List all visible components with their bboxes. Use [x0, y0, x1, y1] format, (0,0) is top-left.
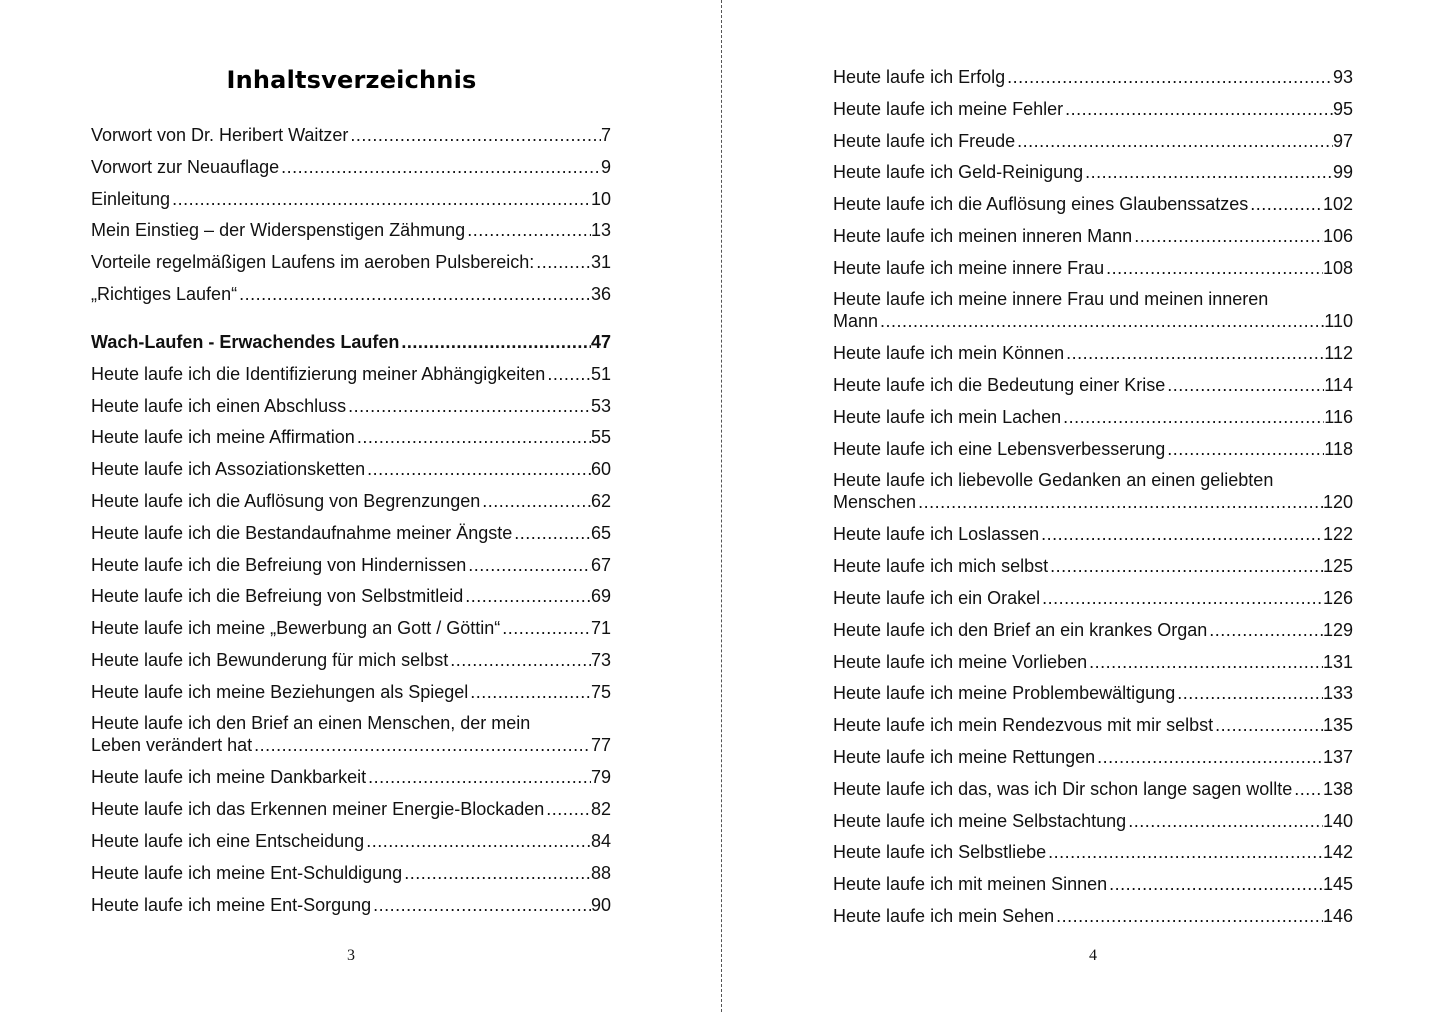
entry-page-number: 99 [1332, 162, 1353, 183]
dot-leader [1107, 873, 1323, 895]
entry-title-line-2: Menschen [833, 491, 917, 512]
dot-leader [1165, 438, 1324, 460]
dot-leader [1132, 225, 1323, 247]
entry-page-number: 122 [1322, 524, 1353, 545]
entry-title: Heute laufe ich Bewunderung für mich selbst [91, 649, 449, 670]
toc-entry[interactable] [833, 778, 1353, 800]
toc-entry[interactable] [833, 841, 1353, 863]
entry-page-number: 84 [590, 830, 611, 851]
page-number: 4 [1089, 947, 1097, 964]
dot-leader [1248, 193, 1323, 215]
dot-leader [366, 766, 591, 788]
dot-leader [500, 617, 591, 639]
dot-leader [1046, 841, 1323, 863]
entry-page-number: 108 [1322, 257, 1353, 278]
dot-leader [1213, 714, 1323, 736]
toc-title: Inhaltsverzeichnis [226, 66, 477, 94]
toc-entry[interactable] [91, 862, 611, 884]
dot-leader [544, 798, 591, 820]
entry-title: Vorwort zur Neuauflage [91, 156, 280, 177]
entry-title: Heute laufe ich das, was ich Dir schon lange sagen wollte [833, 778, 1293, 799]
toc-entry[interactable] [91, 798, 611, 820]
entry-page-number: 69 [590, 586, 611, 607]
entry-title: Heute laufe ich meine „Bewerbung an Gott / Göttin“ [91, 618, 501, 639]
dot-leader [1063, 98, 1333, 120]
entry-title: Heute laufe ich meinen inneren Mann [833, 225, 1133, 246]
entry-page-number: 73 [590, 649, 611, 670]
entry-page-number: 116 [1324, 406, 1353, 427]
toc-entry[interactable] [833, 225, 1353, 247]
toc-entry[interactable] [833, 342, 1353, 364]
entry-title: Wach-Laufen - Erwachendes Laufen [91, 331, 400, 352]
dot-leader [1207, 619, 1323, 641]
entry-page-number: 146 [1322, 905, 1353, 926]
toc-entry[interactable] [833, 651, 1353, 673]
entry-page-number: 112 [1324, 343, 1353, 364]
entry-page-number: 142 [1322, 842, 1353, 863]
entry-page-number: 140 [1322, 810, 1353, 831]
entry-title: Heute laufe ich ein Orakel [833, 587, 1041, 608]
dot-leader [170, 188, 591, 210]
dot-leader [1061, 406, 1324, 428]
toc-entry[interactable] [833, 257, 1353, 279]
toc-entry[interactable] [833, 98, 1353, 120]
dot-leader [465, 219, 591, 241]
dot-leader [252, 734, 591, 756]
entry-title: Heute laufe ich meine Vorlieben [833, 651, 1088, 672]
toc-entry[interactable] [833, 374, 1353, 396]
dot-leader [448, 649, 591, 671]
toc-entry[interactable] [833, 438, 1353, 460]
dot-leader [1292, 778, 1323, 800]
dot-leader [1039, 523, 1323, 545]
dot-leader [1064, 342, 1324, 364]
entry-page-number: 55 [590, 427, 611, 448]
dot-leader [371, 894, 591, 916]
toc-entry[interactable] [833, 523, 1353, 545]
entry-title-line-2: Leben verändert hat [91, 734, 253, 755]
dot-leader [402, 862, 591, 884]
entry-page-number: 9 [600, 156, 611, 177]
toc-entry[interactable] [833, 714, 1353, 736]
entry-title: Heute laufe ich Assoziationsketten [91, 459, 366, 480]
toc-entry[interactable] [91, 681, 611, 703]
toc-entry[interactable] [91, 458, 611, 480]
entry-page-number: 129 [1322, 619, 1353, 640]
toc-section-heading[interactable] [91, 331, 611, 353]
page-number: 3 [347, 947, 355, 964]
dot-leader [512, 522, 591, 544]
toc-entry[interactable] [91, 124, 611, 146]
dot-leader [916, 491, 1323, 513]
dot-leader [1165, 374, 1324, 396]
toc-entry[interactable] [91, 617, 611, 639]
toc-entry[interactable] [833, 130, 1353, 152]
entry-title: Heute laufe ich meine Affirmation [91, 427, 355, 448]
entry-title: Heute laufe ich meine Ent-Sorgung [91, 894, 372, 915]
entry-title: Heute laufe ich mein Können [833, 343, 1065, 364]
dot-leader [1040, 587, 1323, 609]
toc-entry[interactable] [91, 766, 611, 788]
toc-entry[interactable] [91, 283, 611, 305]
entry-page-number: 137 [1322, 746, 1353, 767]
entry-page-number: 75 [590, 681, 611, 702]
entry-page-number: 114 [1324, 375, 1353, 396]
entry-title: Einleitung [91, 188, 171, 209]
entry-page-number: 110 [1324, 310, 1353, 331]
entry-title: Heute laufe ich die Befreiung von Selbstmitleid [91, 586, 464, 607]
toc-entry[interactable] [91, 585, 611, 607]
entry-title: Heute laufe ich meine Fehler [833, 98, 1064, 119]
dot-leader [346, 395, 591, 417]
toc-entry[interactable] [91, 894, 611, 916]
entry-page-number: 47 [590, 331, 611, 352]
entry-page-number: 131 [1322, 651, 1353, 672]
dot-leader [534, 251, 591, 273]
entry-page-number: 10 [590, 188, 611, 209]
dot-leader [1126, 810, 1323, 832]
dot-leader [279, 156, 601, 178]
toc-entry[interactable] [833, 406, 1353, 428]
entry-title: Heute laufe ich die Identifizierung meiner Abhängigkeiten [91, 363, 546, 384]
dot-leader [355, 426, 591, 448]
dot-leader [237, 283, 591, 305]
dot-leader [1048, 555, 1323, 577]
entry-page-number: 79 [590, 767, 611, 788]
entry-title: Heute laufe ich den Brief an ein krankes Organ [833, 619, 1208, 640]
entry-title-line-1: Heute laufe ich liebevolle Gedanken an einen geliebten [833, 469, 1274, 490]
entry-page-number: 31 [590, 252, 611, 273]
dot-leader [1015, 130, 1333, 152]
dot-leader [545, 363, 591, 385]
toc-entry[interactable] [833, 587, 1353, 609]
entry-page-number: 88 [590, 862, 611, 883]
entry-title: Heute laufe ich Geld-Reinigung [833, 162, 1084, 183]
toc-entry[interactable] [833, 289, 1353, 333]
entry-page-number: 90 [590, 894, 611, 915]
entry-title: Heute laufe ich meine innere Frau [833, 257, 1105, 278]
toc-entry[interactable] [91, 251, 611, 273]
entry-title-line-1: Heute laufe ich meine innere Frau und meinen inneren [833, 288, 1269, 309]
dot-leader [1175, 682, 1323, 704]
toc-list-right [833, 66, 1353, 937]
entry-title-line-1: Heute laufe ich den Brief an einen Menschen, der mein [91, 712, 531, 733]
entry-title: Heute laufe ich mein Sehen [833, 905, 1055, 926]
entry-title: Heute laufe ich einen Abschluss [91, 395, 347, 416]
entry-page-number: 67 [590, 554, 611, 575]
entry-page-number: 95 [1332, 98, 1353, 119]
entry-title: Heute laufe ich eine Entscheidung [91, 830, 365, 851]
dot-leader [1005, 66, 1333, 88]
entry-page-number: 93 [1332, 67, 1353, 87]
dot-leader [878, 310, 1324, 332]
toc-entry[interactable] [91, 156, 611, 178]
entry-page-number: 102 [1322, 194, 1353, 215]
dot-leader [348, 124, 601, 146]
entry-page-number: 133 [1322, 683, 1353, 704]
toc-entry[interactable] [833, 873, 1353, 895]
entry-page-number: 126 [1322, 587, 1353, 608]
left-page [0, 0, 721, 1012]
entry-page-number: 60 [590, 459, 611, 480]
toc-entry[interactable] [833, 619, 1353, 641]
entry-page-number: 13 [590, 220, 611, 241]
toc-entry[interactable] [833, 193, 1353, 215]
entry-title: Heute laufe ich die Bedeutung einer Krise [833, 375, 1166, 396]
dot-leader [1095, 746, 1323, 768]
entry-page-number: 82 [590, 799, 611, 820]
entry-page-number: 106 [1322, 225, 1353, 246]
entry-title: Heute laufe ich die Befreiung von Hindernissen [91, 554, 467, 575]
entry-page-number: 77 [590, 734, 611, 755]
entry-page-number: 138 [1322, 778, 1353, 799]
toc-entry[interactable] [91, 363, 611, 385]
entry-title: Heute laufe ich Freude [833, 130, 1016, 151]
entry-title: Vorteile regelmäßigen Laufens im aeroben Pulsbereich: [91, 252, 535, 273]
toc-entry[interactable] [833, 470, 1353, 514]
toc-list-left [91, 124, 611, 925]
right-page [723, 0, 1445, 1012]
toc-entry[interactable] [833, 161, 1353, 183]
entry-title: Mein Einstieg – der Widerspenstigen Zähmung [91, 220, 466, 241]
dot-leader [463, 585, 591, 607]
toc-entry[interactable] [91, 554, 611, 576]
entry-title-line-2: Mann [833, 310, 879, 331]
toc-entry[interactable] [91, 490, 611, 512]
dot-leader [399, 331, 591, 353]
entry-title: Heute laufe ich eine Lebensverbesserung [833, 438, 1166, 459]
entry-title: Heute laufe ich die Auflösung von Begrenzungen [91, 490, 481, 511]
toc-entry[interactable] [91, 395, 611, 417]
entry-page-number: 135 [1322, 715, 1353, 736]
entry-page-number: 65 [590, 522, 611, 543]
entry-page-number: 51 [590, 363, 611, 384]
entry-page-number: 62 [590, 490, 611, 511]
entry-title: Heute laufe ich die Auflösung eines Glaubenssatzes [833, 194, 1249, 215]
entry-title: Heute laufe ich meine Rettungen [833, 746, 1096, 767]
entry-page-number: 145 [1322, 874, 1353, 895]
dot-leader [466, 554, 591, 576]
entry-title: Heute laufe ich meine Problembewältigung [833, 683, 1176, 704]
dot-leader [1087, 651, 1323, 673]
entry-page-number: 97 [1332, 130, 1353, 151]
toc-entry[interactable] [833, 810, 1353, 832]
entry-title: Heute laufe ich die Bestandaufnahme meiner Ängste [91, 522, 513, 543]
entry-title: Heute laufe ich mein Lachen [833, 406, 1062, 427]
toc-entry[interactable] [833, 682, 1353, 704]
entry-title: Heute laufe ich mein Rendezvous mit mir selbst [833, 715, 1214, 736]
entry-title: Heute laufe ich Selbstliebe [833, 842, 1047, 863]
entry-page-number: 53 [590, 395, 611, 416]
entry-page-number: 36 [590, 283, 611, 304]
toc-entry[interactable] [91, 830, 611, 852]
entry-page-number: 7 [600, 125, 611, 145]
toc-entry[interactable] [91, 649, 611, 671]
toc-entry[interactable] [91, 522, 611, 544]
entry-page-number: 120 [1322, 491, 1353, 512]
toc-entry[interactable] [833, 746, 1353, 768]
dot-leader [1083, 161, 1333, 183]
entry-title: Heute laufe ich meine Ent-Schuldigung [91, 862, 403, 883]
toc-entry[interactable] [833, 66, 1353, 88]
page-divider [721, 0, 722, 1012]
dot-leader [468, 681, 591, 703]
dot-leader [1104, 257, 1323, 279]
entry-title: Heute laufe ich meine Beziehungen als Spiegel [91, 681, 469, 702]
dot-leader [365, 458, 591, 480]
toc-entry[interactable] [833, 905, 1353, 927]
toc-entry[interactable] [833, 555, 1353, 577]
toc-entry[interactable] [91, 713, 611, 757]
dot-leader [1054, 905, 1323, 927]
toc-entry[interactable] [91, 219, 611, 241]
dot-leader [364, 830, 591, 852]
entry-page-number: 71 [590, 618, 611, 639]
entry-title: Heute laufe ich meine Selbstachtung [833, 810, 1127, 831]
dot-leader [480, 490, 591, 512]
entry-page-number: 118 [1324, 438, 1353, 459]
entry-title: Vorwort von Dr. Heribert Waitzer [91, 125, 349, 145]
entry-title: Heute laufe ich Erfolg [833, 67, 1006, 87]
toc-entry[interactable] [91, 188, 611, 210]
entry-title: Heute laufe ich meine Dankbarkeit [91, 767, 367, 788]
entry-title: Heute laufe ich Loslassen [833, 524, 1040, 545]
entry-title: Heute laufe ich mich selbst [833, 556, 1049, 577]
entry-page-number: 125 [1322, 556, 1353, 577]
entry-title: Heute laufe ich das Erkennen meiner Energie-Blockaden [91, 799, 545, 820]
toc-entry[interactable] [91, 426, 611, 448]
entry-title: Heute laufe ich mit meinen Sinnen [833, 874, 1108, 895]
entry-title: „Richtiges Laufen“ [91, 283, 238, 304]
